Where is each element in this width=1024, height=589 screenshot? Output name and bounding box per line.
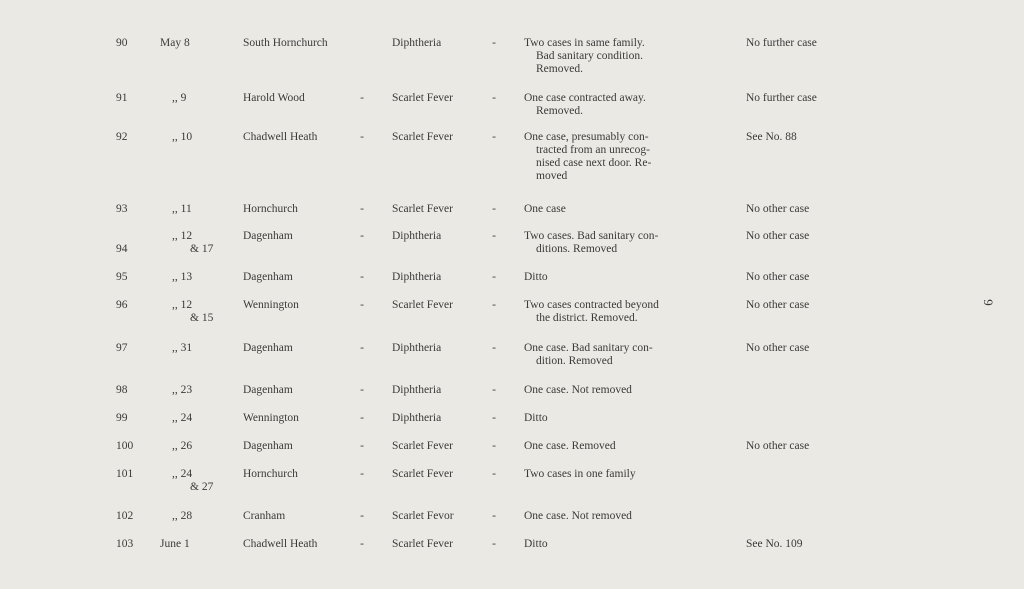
case-locality: South Hornchurch	[243, 37, 328, 49]
case-date	[172, 412, 232, 425]
case-locality: Dagenham	[243, 230, 293, 242]
case-disease: Diphtheria	[392, 342, 442, 354]
case-date	[172, 230, 232, 256]
case-disease: Scarlet Fever	[392, 440, 453, 452]
dash-separator: -	[492, 37, 496, 49]
case-date-line: ,, 12	[172, 230, 193, 242]
case-date	[160, 538, 220, 551]
case-date-line: ,, 24	[172, 468, 193, 480]
case-remarks	[524, 131, 724, 183]
case-date-line: May 8	[160, 37, 190, 49]
case-date	[172, 468, 232, 494]
case-date-line: ,, 26	[172, 440, 193, 452]
case-date-line: & 27	[190, 481, 214, 493]
case-number: 90	[116, 37, 128, 49]
case-remarks-line: One case contracted away.	[524, 92, 646, 104]
case-number: 101	[116, 468, 134, 480]
case-locality: Wennington	[243, 299, 299, 311]
case-locality: Chadwell Heath	[243, 131, 318, 143]
dash-separator: -	[492, 230, 496, 242]
dash-separator: -	[492, 203, 496, 215]
case-remarks-line: One case. Not removed	[524, 510, 632, 522]
case-result: No other case	[746, 203, 810, 215]
case-remarks	[524, 299, 724, 325]
dash-separator: -	[360, 440, 364, 452]
case-locality: Cranham	[243, 510, 286, 522]
case-number: 97	[116, 342, 128, 354]
dash-separator: -	[360, 342, 364, 354]
case-result: No further case	[746, 37, 817, 49]
case-remarks-line: Two cases contracted beyond	[524, 299, 659, 311]
case-remarks	[524, 230, 724, 256]
case-date-line: ,, 12	[172, 299, 193, 311]
case-number: 92	[116, 131, 128, 143]
case-remarks-line: One case. Bad sanitary con-	[524, 342, 653, 354]
case-date-line: ,, 24	[172, 412, 193, 424]
case-remarks-line: moved	[536, 170, 568, 182]
dash-separator: -	[492, 271, 496, 283]
table-row	[0, 131, 1024, 182]
case-remarks-line: One case, presumably con-	[524, 131, 649, 143]
case-disease: Scarlet Fever	[392, 203, 453, 215]
case-locality: Hornchurch	[243, 468, 298, 480]
case-disease: Scarlet Fever	[392, 299, 453, 311]
case-date-line: ,, 13	[172, 271, 193, 283]
case-disease: Diphtheria	[392, 37, 442, 49]
dash-separator: -	[360, 271, 364, 283]
case-remarks-line: Ditto	[524, 412, 548, 424]
case-date-line: & 15	[190, 312, 214, 324]
case-remarks-line: ditions. Removed	[536, 243, 618, 255]
case-locality: Dagenham	[243, 384, 293, 396]
case-locality: Dagenham	[243, 342, 293, 354]
case-date	[172, 440, 232, 453]
dash-separator: -	[360, 538, 364, 550]
table-row	[0, 230, 1024, 270]
case-number: 94	[116, 243, 128, 255]
case-disease: Diphtheria	[392, 230, 442, 242]
dash-separator: -	[360, 412, 364, 424]
case-number: 91	[116, 92, 128, 104]
dash-separator: -	[360, 384, 364, 396]
dash-separator: -	[492, 299, 496, 311]
case-locality: Hornchurch	[243, 203, 298, 215]
case-locality: Wennington	[243, 412, 299, 424]
case-disease: Diphtheria	[392, 271, 442, 283]
case-number: 95	[116, 271, 128, 283]
dash-separator: -	[360, 299, 364, 311]
case-remarks	[524, 37, 724, 76]
dash-separator: -	[360, 131, 364, 143]
case-locality: Harold Wood	[243, 92, 305, 104]
page-number: 9	[980, 299, 996, 306]
case-result: No other case	[746, 299, 810, 311]
case-number: 103	[116, 538, 134, 550]
case-disease: Scarlet Fever	[392, 131, 453, 143]
case-remarks-line: the district. Removed.	[536, 312, 638, 324]
case-remarks-line: dition. Removed	[536, 355, 613, 367]
dash-separator: -	[360, 510, 364, 522]
case-remarks	[524, 412, 724, 425]
case-date	[160, 37, 220, 50]
case-remarks-line: Two cases in same family.	[524, 37, 645, 49]
case-remarks-line: Removed.	[536, 105, 583, 117]
case-number: 93	[116, 203, 128, 215]
case-date	[172, 131, 232, 144]
case-date	[172, 342, 232, 355]
case-number: 98	[116, 384, 128, 396]
case-remarks-line: Ditto	[524, 538, 548, 550]
dash-separator: -	[492, 412, 496, 424]
case-disease: Scarlet Fever	[392, 92, 453, 104]
case-remarks	[524, 510, 724, 523]
case-remarks-line: nised case next door. Re-	[536, 157, 652, 169]
case-date-line: ,, 9	[172, 92, 187, 104]
case-date-line: ,, 10	[172, 131, 193, 143]
case-result: No other case	[746, 230, 810, 242]
table-row	[0, 342, 1024, 382]
table-row	[0, 468, 1024, 508]
dash-separator: -	[492, 510, 496, 522]
case-date-line: & 17	[190, 243, 214, 255]
dash-separator: -	[492, 538, 496, 550]
case-date	[172, 299, 232, 325]
case-remarks	[524, 440, 724, 453]
case-remarks	[524, 468, 724, 481]
case-number: 100	[116, 440, 134, 452]
case-result: See No. 88	[746, 131, 797, 143]
dash-separator: -	[360, 203, 364, 215]
case-locality: Dagenham	[243, 440, 293, 452]
case-remarks-line: Two cases. Bad sanitary con-	[524, 230, 659, 242]
case-remarks-line: Two cases in one family	[524, 468, 636, 480]
case-number: 96	[116, 299, 128, 311]
case-remarks	[524, 92, 724, 118]
case-date-line: June 1	[160, 538, 190, 550]
case-locality: Dagenham	[243, 271, 293, 283]
case-result: See No. 109	[746, 538, 803, 550]
case-number: 99	[116, 412, 128, 424]
case-result: No other case	[746, 271, 810, 283]
case-remarks	[524, 203, 724, 216]
case-date-line: ,, 23	[172, 384, 193, 396]
case-date	[172, 92, 232, 105]
table-row	[0, 92, 1024, 132]
case-remarks-line: One case. Removed	[524, 440, 616, 452]
dash-separator: -	[360, 468, 364, 480]
dash-separator: -	[492, 468, 496, 480]
case-remarks-line: tracted from an unrecog-	[536, 144, 650, 156]
case-date	[172, 510, 232, 523]
dash-separator: -	[360, 230, 364, 242]
case-remarks-line: One case	[524, 203, 566, 215]
case-disease: Scarlet Fever	[392, 468, 453, 480]
table-row	[0, 299, 1024, 339]
case-result: No other case	[746, 440, 810, 452]
case-remarks	[524, 271, 724, 284]
case-disease: Scarlet Fever	[392, 538, 453, 550]
case-disease: Diphtheria	[392, 384, 442, 396]
case-remarks	[524, 342, 724, 368]
case-locality: Chadwell Heath	[243, 538, 318, 550]
case-date-line: ,, 31	[172, 342, 193, 354]
case-date	[172, 271, 232, 284]
dash-separator: -	[492, 342, 496, 354]
case-date-line: ,, 28	[172, 510, 193, 522]
case-number: 102	[116, 510, 134, 522]
case-disease: Diphtheria	[392, 412, 442, 424]
case-result: No other case	[746, 342, 810, 354]
case-date	[172, 203, 232, 216]
dash-separator: -	[492, 440, 496, 452]
case-remarks-line: One case. Not removed	[524, 384, 632, 396]
dash-separator: -	[492, 384, 496, 396]
dash-separator: -	[492, 92, 496, 104]
case-remarks	[524, 384, 724, 397]
case-date-line: ,, 11	[172, 203, 192, 215]
dash-separator: -	[360, 92, 364, 104]
case-remarks	[524, 538, 724, 551]
case-remarks-line: Ditto	[524, 271, 548, 283]
case-result: No further case	[746, 92, 817, 104]
case-disease: Scarlet Fevor	[392, 510, 454, 522]
table-row	[0, 37, 1024, 77]
case-date	[172, 384, 232, 397]
case-remarks-line: Removed.	[536, 63, 583, 75]
dash-separator: -	[492, 131, 496, 143]
table-row	[0, 538, 1024, 578]
case-remarks-line: Bad sanitary condition.	[536, 50, 643, 62]
